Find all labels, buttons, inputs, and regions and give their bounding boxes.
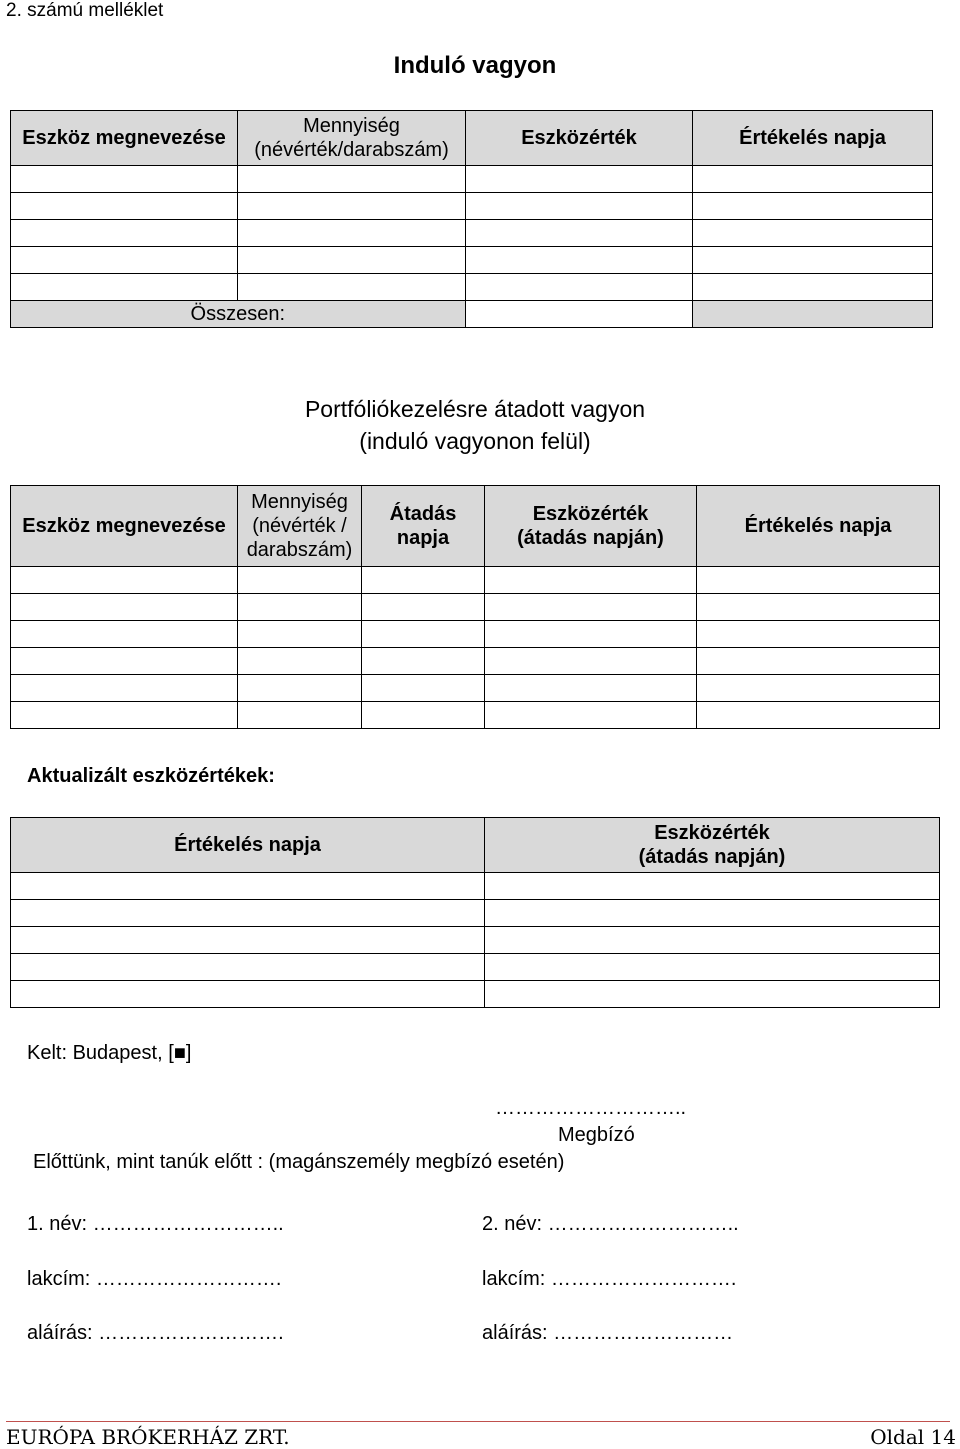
col-header-asset-name: Eszköz megnevezése xyxy=(11,111,238,166)
table-row xyxy=(11,981,940,1008)
table-cell[interactable] xyxy=(238,247,466,274)
table-row xyxy=(11,621,940,648)
col-header-quantity xyxy=(238,486,362,567)
table-cell[interactable] xyxy=(11,567,238,594)
table-cell[interactable] xyxy=(485,981,940,1008)
table-cell[interactable] xyxy=(11,220,238,247)
col-header-eval-date: Értékelés napja xyxy=(693,111,933,166)
updated-values-table xyxy=(10,817,940,1008)
table-header-row xyxy=(11,818,940,873)
table-cell[interactable] xyxy=(238,594,362,621)
table-cell[interactable] xyxy=(362,567,485,594)
col-header-value-line1: Eszközérték xyxy=(532,503,649,525)
table-cell[interactable] xyxy=(697,675,940,702)
table-cell[interactable] xyxy=(485,675,697,702)
table-cell[interactable] xyxy=(362,675,485,702)
table-cell[interactable] xyxy=(11,247,238,274)
section2-subtitle: (induló vagyonon felül) xyxy=(359,428,591,454)
table-row xyxy=(11,702,940,729)
table-header-row xyxy=(11,111,933,166)
table-cell[interactable] xyxy=(485,621,697,648)
table-cell[interactable] xyxy=(485,567,697,594)
witness2-address[interactable]: lakcím: ………………………. xyxy=(482,1268,737,1290)
witness1-signature[interactable]: aláírás: ………………………. xyxy=(27,1322,284,1344)
principal-label: Megbízó xyxy=(558,1124,635,1146)
table-cell[interactable] xyxy=(238,675,362,702)
table-cell[interactable] xyxy=(485,954,940,981)
table-cell[interactable] xyxy=(11,594,238,621)
col-header-value-line1: Eszközérték xyxy=(654,822,770,844)
initial-assets-table xyxy=(10,110,933,328)
col-header-eval-date: Értékelés napja xyxy=(11,818,485,873)
table-cell[interactable] xyxy=(238,567,362,594)
table-cell[interactable] xyxy=(11,873,485,900)
table-cell[interactable] xyxy=(485,594,697,621)
section2-title: Portfóliókezelésre átadott vagyon xyxy=(304,396,646,422)
table-cell[interactable] xyxy=(466,247,693,274)
table-cell[interactable] xyxy=(697,702,940,729)
table-cell[interactable] xyxy=(693,274,933,301)
witness2-name[interactable]: 2. név: ……………………….. xyxy=(482,1213,739,1235)
table-cell[interactable] xyxy=(11,166,238,193)
page-title: Induló vagyon xyxy=(393,52,557,79)
table-row xyxy=(11,900,940,927)
table-cell[interactable] xyxy=(466,193,693,220)
table-cell[interactable] xyxy=(11,274,238,301)
table-cell[interactable] xyxy=(11,193,238,220)
total-label: Összesen: xyxy=(11,301,466,328)
table-cell[interactable] xyxy=(697,648,940,675)
table-row xyxy=(11,594,940,621)
table-cell[interactable] xyxy=(466,166,693,193)
col-header-transfer-line1: Átadás xyxy=(389,503,457,525)
col-header-quantity-sub2: darabszám) xyxy=(246,539,353,561)
footer-rule xyxy=(6,1421,950,1422)
table-row xyxy=(11,274,933,301)
col-header-asset-value xyxy=(485,486,697,567)
table-cell[interactable] xyxy=(238,193,466,220)
table-cell[interactable] xyxy=(466,274,693,301)
table-cell[interactable] xyxy=(11,954,485,981)
table-cell[interactable] xyxy=(362,594,485,621)
table-cell[interactable] xyxy=(238,274,466,301)
col-header-asset-value: Eszközérték xyxy=(466,111,693,166)
witness1-name[interactable]: 1. név: ……………………….. xyxy=(27,1213,284,1235)
table-row xyxy=(11,873,940,900)
col-header-quantity-title: Mennyiség xyxy=(251,491,348,513)
table-row xyxy=(11,927,940,954)
table-row xyxy=(11,193,933,220)
annex-label: 2. számú melléklet xyxy=(6,0,164,21)
col-header-eval-date: Értékelés napja xyxy=(697,486,940,567)
col-header-transfer-date xyxy=(362,486,485,567)
table-cell[interactable] xyxy=(11,981,485,1008)
table-row xyxy=(11,567,940,594)
table-cell[interactable] xyxy=(485,702,697,729)
witness2-signature[interactable]: aláírás: ……………………… xyxy=(482,1322,734,1344)
table-cell[interactable] xyxy=(362,702,485,729)
table-row xyxy=(11,648,940,675)
col-header-quantity-title: Mennyiség xyxy=(303,115,400,137)
footer-page-number: Oldal 14 xyxy=(870,1425,956,1449)
transferred-assets-table xyxy=(10,485,940,729)
table-row xyxy=(11,220,933,247)
table-cell[interactable] xyxy=(11,621,238,648)
table-cell[interactable] xyxy=(238,220,466,247)
table-cell[interactable] xyxy=(485,873,940,900)
footer-company: EURÓPA BRÓKERHÁZ ZRT. xyxy=(6,1425,290,1449)
total-value-cell[interactable] xyxy=(466,301,693,328)
col-header-quantity-sub: (névérték/darabszám) xyxy=(254,139,449,161)
col-header-asset-value xyxy=(485,818,940,873)
witness1-address[interactable]: lakcím: ………………………. xyxy=(27,1268,282,1290)
table-cell[interactable] xyxy=(485,648,697,675)
total-eval-cell xyxy=(693,301,933,328)
place-date: Kelt: Budapest, [■] xyxy=(27,1042,192,1064)
table-cell[interactable] xyxy=(693,220,933,247)
table-cell[interactable] xyxy=(238,702,362,729)
table-cell[interactable] xyxy=(11,648,238,675)
col-header-value-line2: (átadás napján) xyxy=(517,527,664,549)
col-header-quantity xyxy=(238,111,466,166)
table-cell[interactable] xyxy=(485,927,940,954)
col-header-quantity-sub1: (névérték / xyxy=(252,515,347,537)
table-cell[interactable] xyxy=(11,675,238,702)
table-cell[interactable] xyxy=(697,621,940,648)
table-cell[interactable] xyxy=(11,702,238,729)
table-cell[interactable] xyxy=(11,900,485,927)
table-cell[interactable] xyxy=(466,220,693,247)
table-cell[interactable] xyxy=(697,594,940,621)
table-row xyxy=(11,954,940,981)
table-cell[interactable] xyxy=(693,166,933,193)
total-row xyxy=(11,301,933,328)
col-header-transfer-line2: napja xyxy=(396,527,450,549)
table-row xyxy=(11,675,940,702)
table-cell[interactable] xyxy=(238,648,362,675)
table-row xyxy=(11,247,933,274)
col-header-asset-name: Eszköz megnevezése xyxy=(11,486,238,567)
table-cell[interactable] xyxy=(362,621,485,648)
table-cell[interactable] xyxy=(238,621,362,648)
section3-title: Aktualizált eszközértékek: xyxy=(27,765,275,787)
principal-signature-line[interactable]: ……………………….. xyxy=(495,1097,687,1119)
col-header-value-line2: (átadás napján) xyxy=(638,846,786,868)
table-cell[interactable] xyxy=(362,648,485,675)
table-cell[interactable] xyxy=(697,567,940,594)
witness-note: Előttünk, mint tanúk előtt : (magánszemély megbízó esetén) xyxy=(33,1151,565,1173)
table-cell[interactable] xyxy=(238,166,466,193)
table-cell[interactable] xyxy=(11,927,485,954)
table-cell[interactable] xyxy=(693,247,933,274)
table-cell[interactable] xyxy=(485,900,940,927)
table-cell[interactable] xyxy=(693,193,933,220)
table-row xyxy=(11,166,933,193)
table-header-row xyxy=(11,486,940,567)
